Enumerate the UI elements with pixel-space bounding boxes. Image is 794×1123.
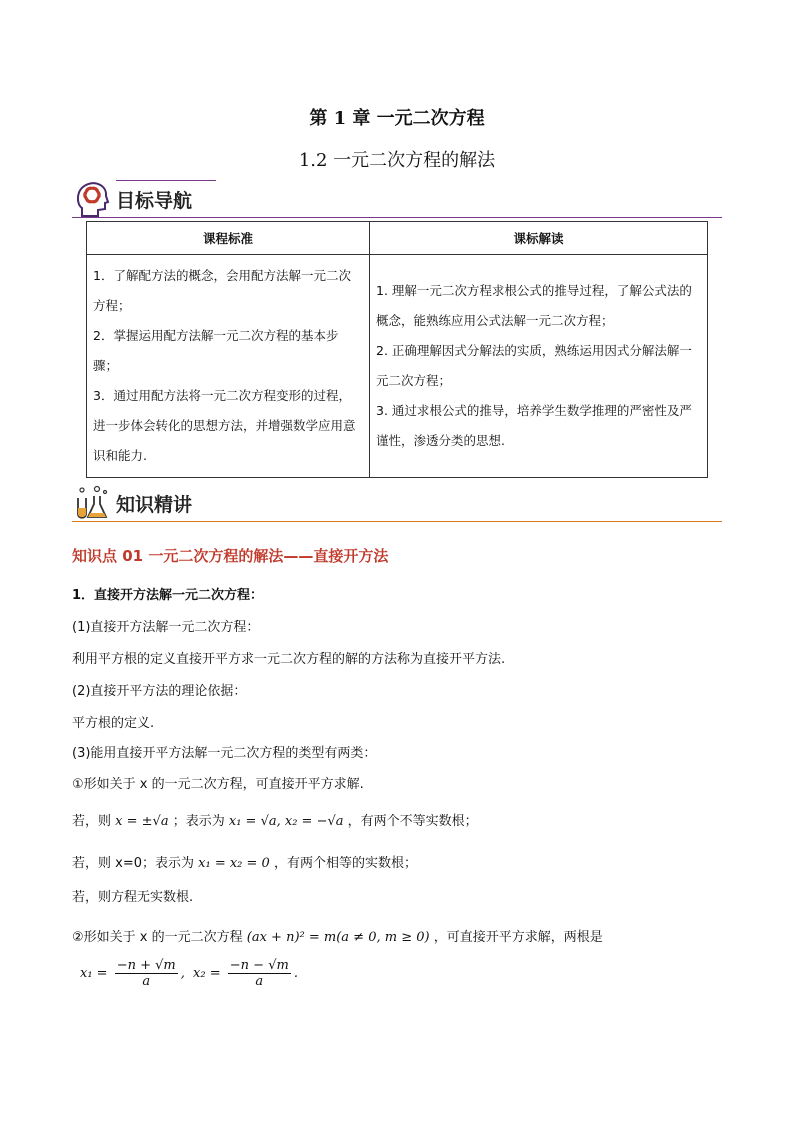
knowledge-header-title: 知识精讲 bbox=[116, 494, 193, 516]
text: ，可直接开平方求解，两根是 bbox=[433, 930, 603, 945]
math-formula: x = ±√a bbox=[115, 814, 169, 829]
decor-line bbox=[116, 180, 216, 181]
paragraph: 1．直接开方法解一元二次方程： bbox=[72, 588, 264, 603]
math-formula: (ax + n)² = m(a ≠ 0, m ≥ 0) bbox=[246, 930, 430, 945]
fraction bbox=[228, 958, 291, 989]
nav-header-title: 目标导航 bbox=[116, 190, 193, 212]
denominator: a bbox=[255, 974, 264, 989]
paragraph: (2)直接开平方法的理论依据： bbox=[72, 684, 247, 699]
paragraph: (3)能用直接开平方法解一元二次方程的类型有两类： bbox=[72, 746, 377, 761]
knowledge-header bbox=[72, 484, 722, 522]
table-header: 课程标准 bbox=[87, 222, 370, 255]
numerator: −n − √m bbox=[229, 958, 289, 973]
list-item: 2. 正确理解因式分解法的实质，熟练运用因式分解法解一元二次方程； bbox=[376, 343, 692, 388]
text: ；表示为 bbox=[172, 814, 225, 829]
text: 若，则 x=0；表示为 bbox=[72, 856, 194, 871]
numerator: −n + √m bbox=[116, 958, 176, 973]
list-item: 1．了解配方法的概念，会用配方法解一元二次方程； bbox=[93, 268, 351, 313]
standards-table bbox=[86, 221, 708, 478]
math-formula: x₁ = x₂ = 0 bbox=[198, 856, 270, 871]
roots-formula: x₁ = $\frac{-n + √m}{a}$ , x₂ = $\frac{-n - √m}{a}$ . bbox=[80, 958, 298, 989]
chapter-title: 第 1 章 一元二次方程 bbox=[309, 108, 485, 129]
paragraph: 若，则方程无实数根. bbox=[72, 890, 194, 905]
divider bbox=[72, 217, 722, 218]
brain-head-icon bbox=[74, 180, 110, 218]
text: 若，则 bbox=[72, 814, 112, 829]
flask-icon bbox=[72, 484, 112, 522]
paragraph bbox=[72, 926, 603, 945]
paragraph bbox=[72, 810, 478, 829]
paragraph: 平方根的定义. bbox=[72, 716, 155, 731]
fraction bbox=[115, 958, 178, 989]
text: ，有两个相等的实数根； bbox=[273, 856, 417, 871]
paragraph: (1)直接开方法解一元二次方程： bbox=[72, 620, 260, 635]
math-formula: x₁ = √a, x₂ = −√a bbox=[228, 814, 344, 829]
table-header: 课标解读 bbox=[370, 222, 708, 255]
table-row bbox=[87, 255, 708, 478]
list-item: 1. 理解一元二次方程求根公式的推导过程，了解公式法的概念，能熟练应用公式法解一元二次方程； bbox=[376, 283, 692, 328]
list-item: 3．通过用配方法将一元二次方程变形的过程，进一步体会转化的思想方法，并增强数学应用意识和能力. bbox=[93, 388, 356, 463]
knowledge-point-title: 知识点 01 一元二次方程的解法——直接开方法 bbox=[72, 547, 389, 565]
section-title: 1.2 一元二次方程的解法 bbox=[298, 150, 496, 171]
text: ，有两个不等实数根； bbox=[347, 814, 478, 829]
text: ②形如关于 x 的一元二次方程 bbox=[72, 930, 243, 945]
divider bbox=[72, 521, 722, 522]
paragraph: 利用平方根的定义直接开平方求一元二次方程的解的方法称为直接开平方法. bbox=[72, 652, 506, 667]
denominator: a bbox=[142, 974, 151, 989]
list-item: 3. 通过求根公式的推导，培养学生数学推理的严密性及严谨性，渗透分类的思想. bbox=[376, 403, 692, 448]
math-formula: x₁ = bbox=[80, 966, 108, 981]
nav-header bbox=[72, 180, 722, 218]
table-header-row bbox=[87, 222, 708, 255]
table-cell-standards bbox=[87, 255, 370, 478]
table-cell-interpretation bbox=[370, 255, 708, 478]
paragraph bbox=[72, 852, 417, 871]
math-formula: x₂ = bbox=[193, 966, 221, 981]
paragraph: ①形如关于 x 的一元二次方程，可直接开平方求解. bbox=[72, 777, 364, 792]
list-item: 2．掌握运用配方法解一元二次方程的基本步骤； bbox=[93, 328, 339, 373]
